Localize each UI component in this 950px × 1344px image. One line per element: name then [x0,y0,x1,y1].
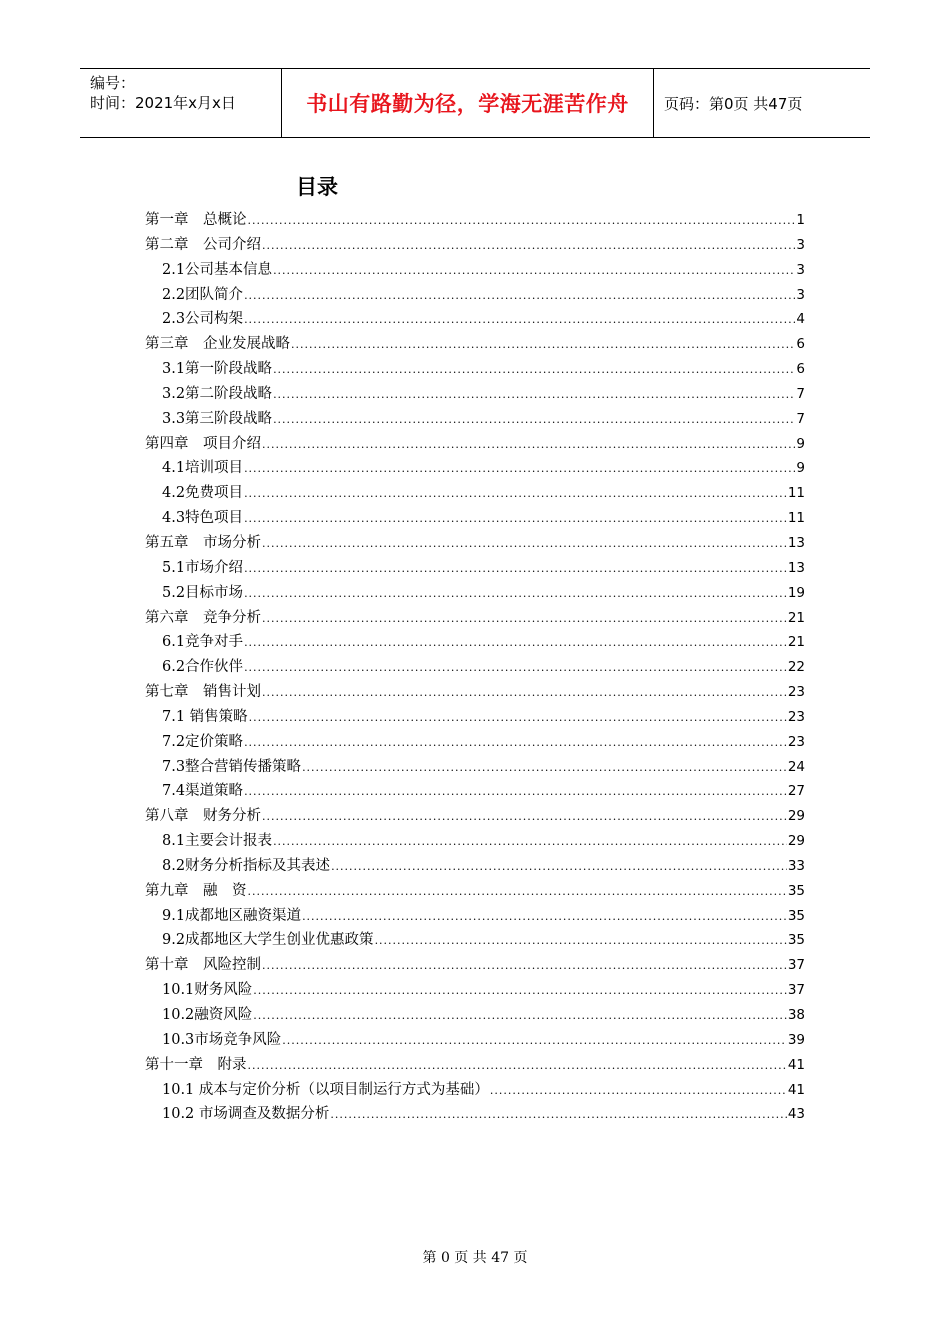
toc-entry[interactable] [145,258,805,283]
toc-entry[interactable] [145,829,805,854]
toc-entry-page: 4 [796,311,805,328]
toc-entry-page: 6 [796,361,805,378]
toc-entry[interactable] [145,581,805,606]
toc-leader-dots [273,388,795,401]
toc-entry[interactable] [145,879,805,904]
page-footer: 第 0 页 共 47 页 [422,1250,528,1266]
toc-entry[interactable] [145,531,805,556]
toc-entry-page: 43 [787,1106,805,1123]
time-label: 时间：2021年x月x日 [90,94,236,112]
toc-leader-dots [302,761,787,774]
toc-leader-dots [273,413,795,426]
toc-leader-dots [244,785,787,798]
toc-entry[interactable] [145,407,805,432]
toc-entry[interactable] [145,332,805,357]
toc-leader-dots [248,1059,787,1072]
toc-leader-dots [330,1108,786,1121]
toc-entry-page: 7 [796,385,805,402]
toc-entry-label: 第十章 风险控制 [145,957,261,974]
toc-entry-label: 2.3公司构架 [162,311,244,328]
toc-entry-label: 10.1 成本与定价分析（以项目制运行方式为基础） [162,1081,489,1098]
toc-leader-dots [302,910,787,923]
toc-entry[interactable] [145,705,805,730]
toc-entry-label: 7.3整合营销传播策略 [162,758,302,775]
toc-leader-dots [244,736,787,749]
toc-entry-page: 37 [787,957,805,974]
toc-entry[interactable] [145,481,805,506]
toc-leader-dots [244,462,795,475]
toc-leader-dots [253,1009,787,1022]
toc-entry[interactable] [145,357,805,382]
toc-leader-dots [244,661,787,674]
toc-leader-dots [282,1034,787,1047]
toc-entry-label: 5.2目标市场 [162,584,244,601]
page-header [80,68,870,138]
toc-entry[interactable] [145,208,805,233]
motto: 书山有路勤为径，学海无涯苦作舟 [282,69,654,137]
toc-entry-label: 2.2团队简介 [162,286,244,303]
toc-entry-label: 4.2免费项目 [162,485,244,502]
toc-entry[interactable] [145,779,805,804]
toc-entry-label: 6.1竞争对手 [162,634,244,651]
toc-entry-label: 9.2成都地区大学生创业优惠政策 [162,932,374,949]
toc-entry-label: 第一章 总概论 [145,212,247,228]
toc-entry[interactable] [145,506,805,531]
toc-entry[interactable] [145,1053,805,1078]
toc-entry[interactable] [145,1003,805,1028]
toc-leader-dots [262,612,787,625]
toc-entry-page: 7 [796,410,805,427]
toc-entry-label: 5.1市场介绍 [162,559,244,576]
toc-entry[interactable] [145,680,805,705]
toc-leader-dots [273,264,795,277]
toc-leader-dots [331,860,787,873]
toc-entry[interactable] [145,854,805,879]
toc-entry-label: 10.1财务风险 [162,982,253,999]
toc-entry-page: 21 [787,634,805,651]
toc-entry[interactable] [145,233,805,258]
toc-leader-dots [253,984,787,997]
toc-leader-dots [244,487,787,500]
toc-entry-page: 3 [796,236,805,253]
toc-entry-page: 23 [787,733,805,750]
toc-entry[interactable] [145,1102,805,1127]
toc-entry-page: 13 [787,559,805,576]
toc-entry-page: 41 [787,1081,805,1098]
toc-entry-label: 4.3特色项目 [162,510,244,527]
toc-leader-dots [249,711,787,724]
toc-entry-page: 35 [787,932,805,949]
toc-entry[interactable] [145,953,805,978]
toc-entry-page: 11 [787,510,805,527]
toc-leader-dots [262,537,787,550]
number-label: 编号： [90,74,136,92]
toc-entry-label: 第九章 融 资 [145,882,247,899]
toc-entry-label: 第八章 财务分析 [145,808,261,825]
toc-leader-dots [262,810,787,823]
toc-entry-label: 3.3第三阶段战略 [162,410,273,427]
toc-entry-page: 39 [787,1031,805,1048]
toc-entry-page: 13 [787,534,805,551]
toc-entry-page: 27 [787,783,805,800]
toc-entry-page: 29 [787,808,805,825]
toc-entry-page: 1 [796,212,805,228]
toc-entry-page: 41 [787,1056,805,1073]
table-of-contents [145,208,805,1127]
toc-entry-page: 3 [796,261,805,278]
toc-entry-page: 21 [787,609,805,626]
toc-entry-page: 38 [787,1007,805,1023]
toc-entry-label: 10.2 市场调查及数据分析 [162,1106,330,1123]
toc-entry-page: 9 [796,460,805,477]
toc-leader-dots [375,934,787,947]
toc-entry-label: 第三章 企业发展战略 [145,336,290,353]
toc-entry-page: 3 [796,286,805,303]
page-info: 页码：第0页 共47页 [664,94,803,113]
toc-entry[interactable] [145,556,805,581]
toc-leader-dots [244,313,795,326]
toc-leader-dots [262,959,787,972]
toc-entry-page: 35 [787,882,805,899]
toc-entry-page: 37 [787,982,805,999]
toc-entry-page: 9 [796,435,805,452]
toc-entry-label: 10.2融资风险 [162,1007,253,1023]
toc-entry-label: 第七章 销售计划 [145,684,261,701]
toc-entry-page: 23 [787,708,805,725]
toc-entry-label: 第六章 竞争分析 [145,609,261,626]
toc-entry-label: 第二章 公司介绍 [145,236,261,253]
toc-entry[interactable] [145,382,805,407]
toc-leader-dots [244,562,787,575]
toc-entry-page: 33 [787,857,805,874]
toc-leader-dots [273,835,787,848]
toc-entry-label: 7.1 销售策略 [162,708,248,725]
toc-entry-page: 35 [787,907,805,924]
toc-entry-page: 19 [787,584,805,601]
toc-entry[interactable] [145,307,805,332]
toc-leader-dots [248,885,787,898]
toc-entry-label: 7.4渠道策略 [162,783,244,800]
toc-leader-dots [262,438,795,451]
toc-entry-page: 23 [787,684,805,701]
toc-leader-dots [273,363,795,376]
toc-entry[interactable] [145,928,805,953]
toc-leader-dots [291,338,795,351]
toc-entry-label: 8.2财务分析指标及其表述 [162,857,331,874]
toc-entry-label: 10.3市场竞争风险 [162,1031,282,1048]
toc-entry[interactable] [145,630,805,655]
header-left-cell [80,69,282,137]
toc-leader-dots [262,686,787,699]
toc-entry-page: 22 [787,659,805,676]
toc-entry[interactable] [145,456,805,481]
toc-entry[interactable] [145,904,805,929]
toc-entry-label: 9.1成都地区融资渠道 [162,907,302,924]
toc-entry-page: 24 [787,758,805,775]
toc-entry-page: 29 [787,833,805,850]
toc-entry-label: 3.2第二阶段战略 [162,385,273,402]
toc-entry-label: 7.2定价策略 [162,733,244,750]
toc-entry-label: 6.2合作伙伴 [162,659,244,676]
toc-entry-label: 第五章 市场分析 [145,534,261,551]
toc-entry[interactable] [145,283,805,308]
toc-leader-dots [262,239,795,252]
toc-entry[interactable] [145,1078,805,1103]
toc-entry[interactable] [145,730,805,755]
toc-entry[interactable] [145,655,805,680]
toc-entry-label: 4.1培训项目 [162,460,244,477]
toc-entry[interactable] [145,606,805,631]
toc-entry[interactable] [145,755,805,780]
toc-entry-page: 6 [796,336,805,353]
toc-leader-dots [248,214,796,227]
toc-entry-page: 11 [787,485,805,502]
toc-title: 目录 [296,175,338,199]
toc-entry-label: 第十一章 附录 [145,1056,247,1073]
toc-leader-dots [244,587,787,600]
toc-leader-dots [244,636,787,649]
toc-leader-dots [244,512,787,525]
toc-entry-label: 第四章 项目介绍 [145,435,261,452]
toc-entry-label: 2.1公司基本信息 [162,261,273,278]
toc-entry[interactable] [145,804,805,829]
toc-leader-dots [244,289,795,302]
toc-entry-label: 8.1主要会计报表 [162,833,273,850]
toc-entry[interactable] [145,978,805,1003]
toc-entry[interactable] [145,1028,805,1053]
toc-entry[interactable] [145,432,805,457]
toc-leader-dots [490,1084,787,1097]
toc-entry-label: 3.1第一阶段战略 [162,361,273,378]
